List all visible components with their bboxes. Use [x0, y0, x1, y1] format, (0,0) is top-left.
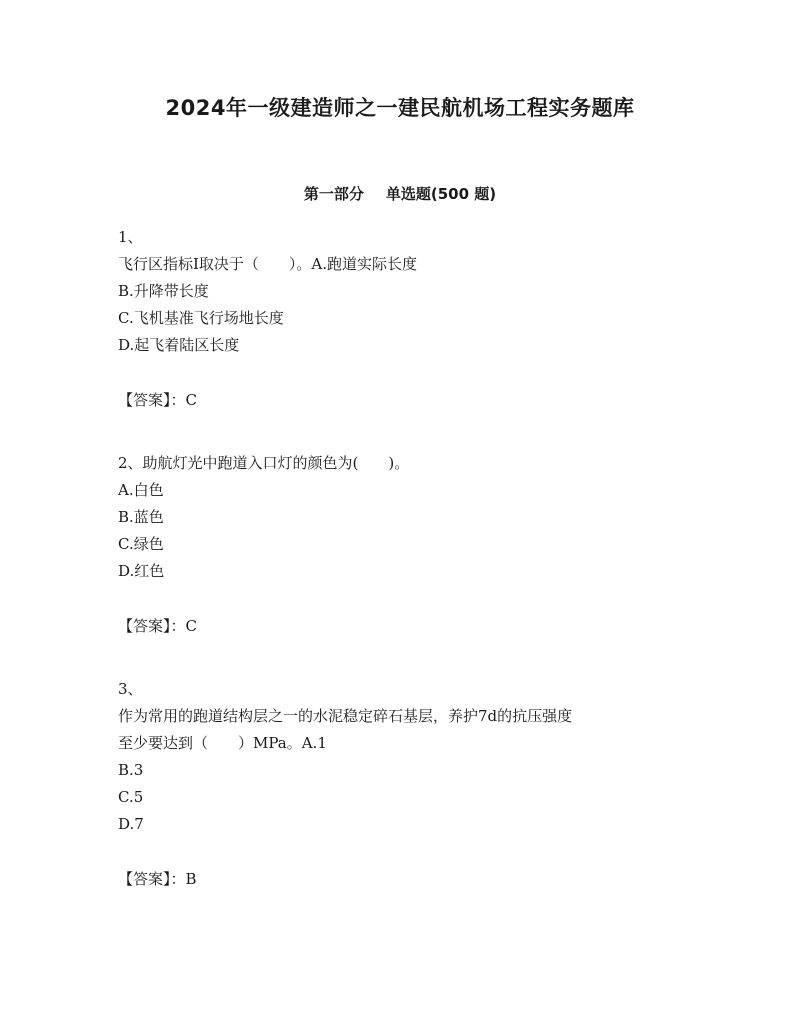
answer-line: 【答案】：B: [118, 870, 197, 888]
option-c: C.飞机基准飞行场地长度: [118, 309, 284, 327]
question-stem-continued: 至少要达到（ ）MPa。A.1: [118, 734, 327, 752]
option-b: B.3: [118, 761, 144, 779]
question-stem: 2、助航灯光中跑道入口灯的颜色为( )。: [118, 454, 410, 472]
question-3: [118, 676, 718, 893]
question-number: 1、: [118, 228, 143, 246]
section-name: 单选题(500 题): [385, 185, 497, 203]
question-number: 3、: [118, 680, 143, 698]
answer-line: 【答案】：C: [118, 391, 197, 409]
option-d: D.起飞着陆区长度: [118, 336, 240, 354]
question-2: [118, 450, 718, 640]
option-d: D.7: [118, 815, 144, 833]
option-a: A.白色: [118, 481, 164, 499]
option-c: C.绿色: [118, 535, 164, 553]
document-title: 2024年一级建造师之一建民航机场工程实务题库: [165, 96, 635, 120]
answer-line: 【答案】：C: [118, 617, 197, 635]
option-d: D.红色: [118, 562, 165, 580]
option-c: C.5: [118, 788, 144, 806]
question-1: [118, 224, 718, 414]
question-stem: 飞行区指标Ⅰ取决于（ ）。A.跑道实际长度: [118, 255, 418, 273]
option-b: B.升降带长度: [118, 282, 209, 300]
option-b: B.蓝色: [118, 508, 164, 526]
section-part: 第一部分: [303, 185, 364, 203]
question-stem: 作为常用的跑道结构层之一的水泥稳定碎石基层，养护7d的抗压强度: [118, 707, 573, 725]
question-list: [118, 224, 718, 893]
section-heading: [0, 183, 800, 204]
